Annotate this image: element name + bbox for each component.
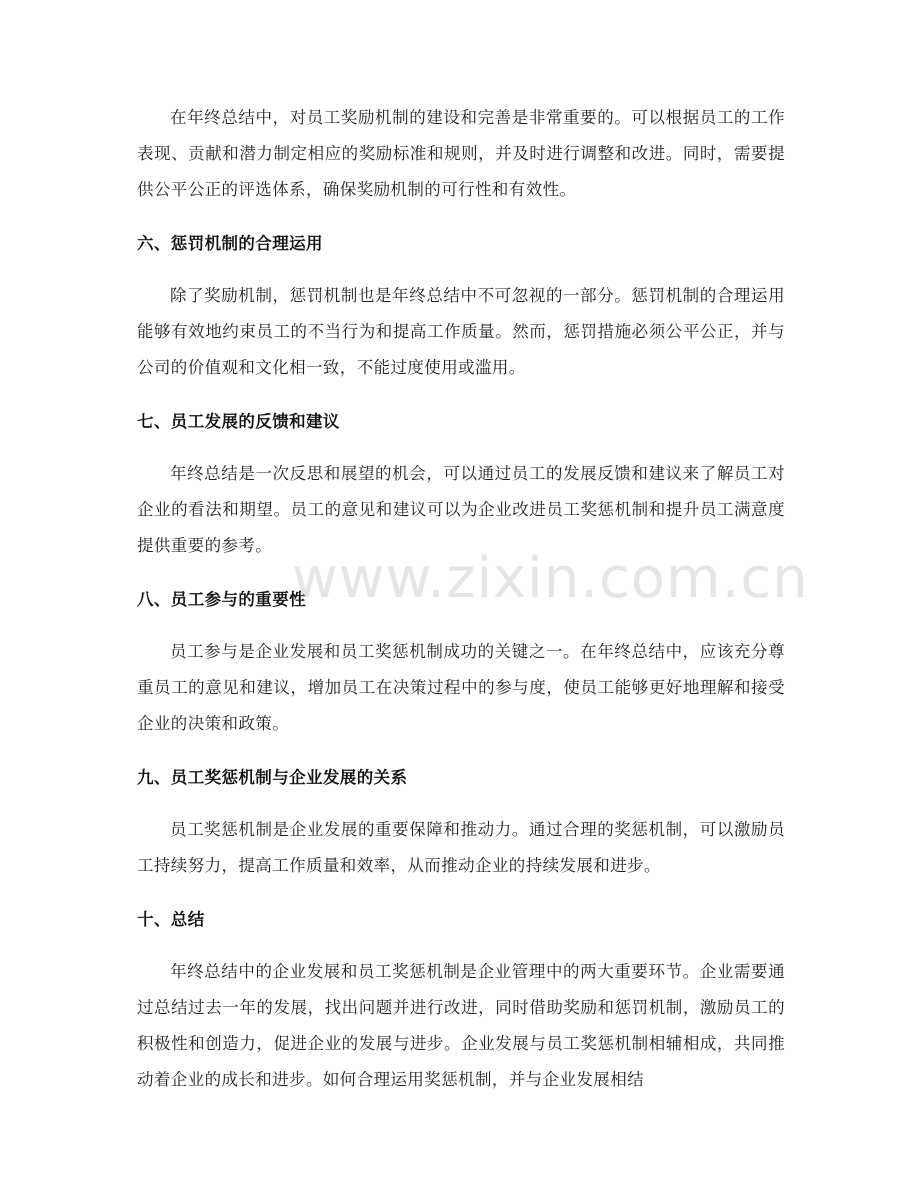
- section-heading-8: 八、员工参与的重要性: [137, 590, 306, 609]
- watermark: www.zixin.com.cn: [292, 546, 809, 611]
- paragraph-feedback: 年终总结是一次反思和展望的机会，可以通过员工的发展反馈和建议来了解员工对企业的看法和期望。员工的意见和建议可以为企业改进员工奖惩机制和提升员工满意度提供重要的参考。: [137, 464, 785, 555]
- section-heading-9: 九、员工奖惩机制与企业发展的关系: [137, 768, 408, 787]
- section-heading-10: 十、总结: [137, 910, 205, 929]
- document-body: [137, 100, 785, 1098]
- section-heading-6: 六、惩罚机制的合理运用: [137, 234, 323, 253]
- paragraph-relationship: 员工奖惩机制是企业发展的重要保障和推动力。通过合理的奖惩机制，可以激励员工持续努力，提高工作质量和效率，从而推动企业的持续发展和进步。: [137, 820, 785, 875]
- paragraph-summary: 年终总结中的企业发展和员工奖惩机制是企业管理中的两大重要环节。企业需要通过总结过去一年的发展，找出问题并进行改进，同时借助奖励和惩罚机制，激励员工的积极性和创造力，促进企业的发展与进步。企业发展与员工奖惩机制相辅相成，共同推动着企业的成长和进步。如何合理运用奖惩机制，并与企业发展相结: [137, 962, 785, 1089]
- paragraph-reward-mechanism: 在年终总结中，对员工奖励机制的建设和完善是非常重要的。可以根据员工的工作表现、贡献和潜力制定相应的奖励标准和规则，并及时进行调整和改进。同时，需要提供公平公正的评选体系，确保奖励机制的可行性和有效性。: [137, 108, 785, 199]
- paragraph-punishment: 除了奖励机制，惩罚机制也是年终总结中不可忽视的一部分。惩罚机制的合理运用能够有效地约束员工的不当行为和提高工作质量。然而，惩罚措施必须公平公正，并与公司的价值观和文化相一致，不能过度使用或滥用。: [137, 286, 785, 377]
- section-heading-7: 七、员工发展的反馈和建议: [137, 412, 340, 431]
- paragraph-participation: 员工参与是企业发展和员工奖惩机制成功的关键之一。在年终总结中，应该充分尊重员工的意见和建议，增加员工在决策过程中的参与度，使员工能够更好地理解和接受企业的决策和政策。: [137, 642, 785, 733]
